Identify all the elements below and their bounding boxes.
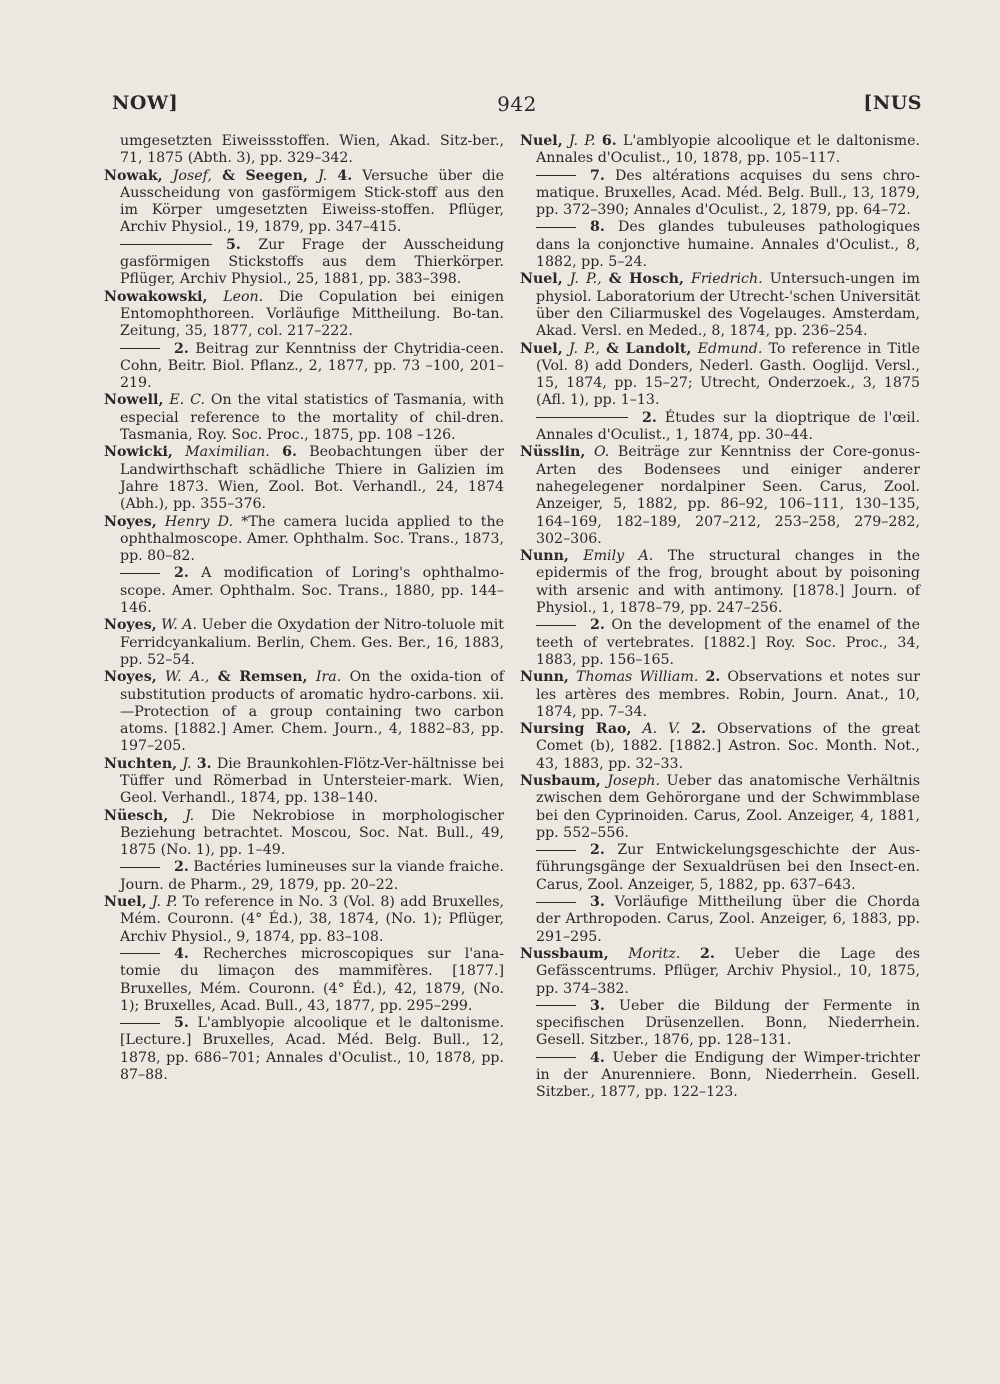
entry-number: 4. [174,945,189,962]
bibliography-entry [520,946,920,998]
ditto-rule [120,867,160,868]
right-column [520,133,920,1102]
entry-text: Observations of the great Comet (b), 1882. [1882.] Astron. Soc. Month. Not., 43, 1883, pp. 32–33. [536,721,921,772]
author-given-name: Moritz. [628,945,681,962]
author-given-name: Emily A. [583,548,654,565]
entry-number: 2. [705,669,721,686]
ditto-rule [536,1005,576,1006]
bibliography-entry [520,894,920,946]
ditto-rule [536,227,576,228]
entry-text: Die Nekrobiose in morphologischer Beziehung betrachtet. Moscou, Soc. Nat. Bull., 49, 1875 (No. 1), pp. 1–49. [120,807,504,859]
author-name: Nunn, [520,669,569,686]
author-given-name: Maximilian. [185,444,270,461]
entry-text: Recherches microscopiques sur l'ana-tomie du limaçon des mammifères. [1877.] Bruxelles, Mém. Couronn. (4° Éd.), 42, 1879, (No. 1); Bruxelles, Acad. Bull., 43, 1877, pp. 295–299. [120,945,504,1014]
author-given-name: E. C. [169,392,205,409]
bibliography-entry [104,168,504,237]
bibliography-entry [104,894,504,946]
author-given-name: J. [182,755,192,772]
coauthor-name: & Landolt, [606,340,692,357]
entry-text: Des altérations acquises du sens chro-matique. Bruxelles, Acad. Méd. Belg. Bull., 13, 1879, pp. 372–390; Annales d'Oculist., 2, 1879, pp. 64–72. [536,167,920,219]
entry-text: To reference in No. 3 (Vol. 8) add Bruxelles, Mém. Couronn. (4° Éd.), 38, 1874, (No. 1); Pflüger, Archiv Physiol., 9, 1874, pp. 83–108. [120,894,504,945]
bibliography-entry [520,548,920,617]
ditto-rule [536,175,576,176]
entry-number: 2. [174,565,189,582]
entry-text: A modification of Loring's ophthalmo-scope. Amer. Ophthalm. Soc. Trans., 1880, pp. 144–146. [120,565,504,617]
author-given-name: J. P. [151,894,178,911]
header-right: [NUS [863,92,922,114]
coauthor-given-name: Friedrich. [691,271,763,288]
bibliography-entry [520,669,920,721]
entry-text: Untersuch-ungen im physiol. Laboratorium der Utrecht-'schen Universität über den Ciliarmuskel des Vogelauges. Amsterdam, Akad. Versl. en Meded., 8, 1874, pp. 236–254. [536,271,920,340]
entry-number: 2. [642,409,657,426]
author-name: Nussbaum, [520,945,609,962]
bibliography-entry [520,617,920,669]
bibliography-entry [520,410,920,445]
author-name: Nowakowski, [104,288,208,305]
bibliography-entry [104,756,504,808]
entry-text: Ueber die Lage des Gefässcentrums. Pflüger, Archiv Physiol., 10, 1875, pp. 374–382. [536,945,921,997]
coauthor-name: & Hosch, [608,271,684,288]
entry-text: Zur Frage der Ausscheidung gasförmigen Stickstoffs aus dem Thierkörper. Pflüger, Archiv Physiol., 25, 1881, pp. 383–398. [120,236,504,288]
author-given-name: Thomas William. [575,669,699,686]
entry-number: 2. [699,945,715,962]
coauthor-given-name: Edmund. [697,340,763,357]
author-name: Nuel, [520,133,563,149]
bibliography-entry [104,669,504,755]
entry-number: 2. [590,617,605,634]
author-name: Nowicki, [104,444,173,461]
bibliography-entry [104,617,504,669]
entry-number: 2. [590,842,605,859]
bibliography-entry [520,444,920,548]
entry-number: 8. [590,219,605,236]
coauthor-name: & Seegen, [222,167,308,184]
entry-text: On the development of the enamel of the teeth of vertebrates. [1882.] Roy. Soc. Proc., 34, 1883, pp. 156–165. [536,617,921,668]
entry-number: 2. [691,721,707,738]
author-given-name: W. A., [165,669,210,686]
entry-number: 3. [590,894,605,911]
bibliography-entry [520,271,920,340]
entry-number: 4. [590,1049,605,1066]
running-head [112,92,922,122]
bibliography-entry [104,808,504,860]
author-name: Nuchten, [104,755,178,772]
bibliography-entry [104,514,504,566]
ditto-rule [120,348,160,349]
header-left: NOW] [112,92,179,114]
author-given-name: J. [185,807,195,824]
entry-text: Bactéries lumineuses sur la viande fraiche. Journ. de Pharm., 29, 1879, pp. 20–22. [120,859,505,893]
entry-text: L'amblyopie alcoolique et le daltonisme. [Lecture.] Bruxelles, Acad. Méd. Belg. Bull., 12, 1878, pp. 686–701; Annales d'Oculist., 10, 1878, pp. 87–88. [120,1015,504,1084]
entry-text: Ueber die Endigung der Wimper-trichter in der Anurenniere. Bonn, Niederrhein. Gesell. Sitzber., 1877, pp. 122–123. [536,1049,921,1101]
bibliography-entry [104,341,504,393]
ditto-rule [536,850,576,851]
entry-number: 2. [174,859,189,876]
ditto-rule [536,625,576,626]
entry-text: Die Copulation bei einigen Entomophthoreen. Vorläufige Mittheilung. Bo-tan. Zeitung, 35, 1877, col. 217–222. [120,288,505,340]
author-given-name: Josef, [172,167,212,184]
author-given-name: W. A. [161,617,198,634]
bibliography-entry [104,289,504,341]
page-number: 942 [497,92,537,116]
bibliography-entry [104,392,504,444]
author-given-name: J. P., [568,340,600,357]
coauthor-given-name: J. [318,167,328,184]
entry-text: Beobachtungen über der Landwirthschaft schädliche Thiere in Galizien im Jahre 1873. Wien, Zool. Bot. Verhandl., 24, 1874 (Abh.), pp. 355–376. [120,444,504,513]
bibliography-entry [104,859,504,894]
author-name: Nusbaum, [520,772,601,789]
coauthor-name: & Remsen, [217,669,308,686]
entry-text: Ueber die Bildung der Fermente in specifischen Drüsenzellen. Bonn, Niederrhein. Gesell. Sitzber., 1876, pp. 128–131. [536,997,920,1049]
entry-text: Versuche über die Ausscheidung von gasförmigem Stick-stoff aus den im Körper umgesetzten Eiweiss-stoffen. Pflüger, Archiv Physiol., 19, 1879, pp. 347–415. [120,167,504,236]
author-name: Noyes, [104,513,157,530]
author-given-name: J. P. [568,133,596,149]
author-name: Nowell, [104,392,164,409]
bibliography-entry [520,219,920,271]
entry-number: 5. [174,1015,189,1032]
coauthor-given-name: Ira. [315,669,342,686]
author-name: Nowak, [104,167,163,184]
ditto-rule [120,1023,160,1024]
bibliography-entry [104,133,504,168]
left-column [104,133,504,1084]
ditto-rule [536,902,576,903]
entry-text: On the oxida-tion of substitution products of aromatic hydro-carbons. xii.—Protection of a group containing two carbon atoms. [1882.] Amer. Chem. Journ., 4, 1882–83, pp. 197–205. [120,669,504,755]
bibliography-entry [520,133,920,168]
bibliography-entry [520,1050,920,1102]
entry-text: Ueber die Oxydation der Nitro-toluole mit Ferridcyankalium. Berlin, Chem. Ges. Ber., 16, 1883, pp. 52–54. [120,617,504,668]
entry-text: Beitrag zur Kenntniss der Chytridia-ceen. Cohn, Beitr. Biol. Pflanz., 2, 1877, pp. 73 –100, 201–219. [120,340,504,392]
entry-number: 5. [226,236,241,253]
bibliography-entry [104,565,504,617]
author-given-name: Joseph. [607,772,660,789]
author-given-name: O. [593,444,610,461]
entry-text: To reference in Title (Vol. 8) add Donders, Nederl. Gasth. Ooglijd. Versl., 15, 1874, pp. 15–27; Utrecht, Onderzoek., 3, 1875 (Afl. 1), pp. 1–13. [536,340,920,409]
author-name: Noyes, [104,617,157,634]
entry-text: umgesetzten Eiweissstoffen. Wien, Akad. Sitz-ber., 71, 1875 (Abth. 3), pp. 329–342. [120,133,504,167]
ditto-rule [536,417,628,418]
entry-number: 6. [601,133,617,149]
entry-text: Études sur la dioptrique de l'œil. Annales d'Oculist., 1, 1874, pp. 30–44. [536,409,920,444]
author-given-name: Leon. [223,288,264,305]
author-name: Nuel, [520,340,563,357]
author-name: Nursing Rao, [520,721,632,738]
entry-number: 3. [590,997,605,1014]
entry-number: 4. [337,167,353,184]
author-name: Nunn, [520,548,569,565]
ditto-rule [120,953,160,954]
author-name: Nüesch, [104,807,169,824]
bibliography-entry [520,773,920,842]
entry-number: 3. [196,755,212,772]
entry-text: Ueber das anatomische Verhältnis zwischen dem Gehörorgane und der Schwimmblase bei den Cyprinoiden. Carus, Zool. Anzeiger, 4, 1881, pp. 552–556. [536,772,921,841]
entry-text: Vorläufige Mittheilung über die Chorda der Arthropoden. Carus, Zool. Anzeiger, 6, 1883, pp. 291–295. [536,894,920,945]
author-name: Noyes, [104,669,157,686]
entry-text: Die Braunkohlen-Flötz-Ver-hältnisse bei Tüffer und Römerbad in Untersteier-mark. Wien, Geol. Verhandl., 1874, pp. 138–140. [120,755,505,807]
author-given-name: Henry D. [164,513,234,530]
ditto-rule [120,244,212,245]
entry-text: On the vital statistics of Tasmania, with especial reference to the mortality of chil-dren. Tasmania, Roy. Soc. Proc., 1875, pp. 108 –126. [120,392,504,444]
entry-text: Des glandes tubuleuses pathologiques dans la conjonctive humaine. Annales d'Oculist., 8, 1882, pp. 5–24. [536,219,920,271]
author-name: Nüsslin, [520,444,586,461]
entry-text: L'amblyopie alcoolique et le daltonisme. Annales d'Oculist., 10, 1878, pp. 105–117. [536,133,920,167]
ditto-rule [536,1057,576,1058]
bibliography-entry [520,998,920,1050]
author-name: Nuel, [520,271,563,288]
bibliography-entry [104,444,504,513]
entry-number: 2. [174,340,189,357]
ditto-rule [120,573,160,574]
bibliography-entry [520,168,920,220]
entry-text: Observations et notes sur les artères des membres. Robin, Journ. Anat., 10, 1874, pp. 7–34. [536,669,920,720]
bibliography-entry [520,842,920,894]
entry-text: Beiträge zur Kenntniss der Core-gonus-Arten des Bodensees und einiger anderer nahegelegener nordalpiner Seen. Carus, Zool. Anzeiger, 5, 1882, pp. 86–92, 106–111, 130–135, 164–169, 182–189, 207–212, 253–258, 279–282, 302–306. [536,444,921,547]
entry-text: The structural changes in the epidermis of the frog, brought about by poisoning with arsenic and with antimony. [1878.] Journ. of Physiol., 1, 1878–79, pp. 247–256. [536,548,921,617]
author-given-name: J. P., [569,271,602,288]
bibliography-entry [104,237,504,289]
entry-text: Zur Entwickelungsgeschichte der Aus-führungsgänge der Sexualdrüsen bei den Insect-en. Carus, Zool. Anzeiger, 5, 1882, pp. 637–643. [536,842,921,893]
entry-number: 6. [282,444,297,461]
author-name: Nuel, [104,894,147,911]
entry-text: *The camera lucida applied to the ophthalmoscope. Amer. Ophthalm. Soc. Trans., 1873, pp. 80–82. [120,513,504,565]
bibliography-entry [104,1015,504,1084]
bibliography-entry [104,946,504,1015]
bibliography-entry [520,721,920,773]
bibliography-entry [520,341,920,410]
entry-number: 7. [590,167,605,184]
author-given-name: A. V. [642,721,681,738]
